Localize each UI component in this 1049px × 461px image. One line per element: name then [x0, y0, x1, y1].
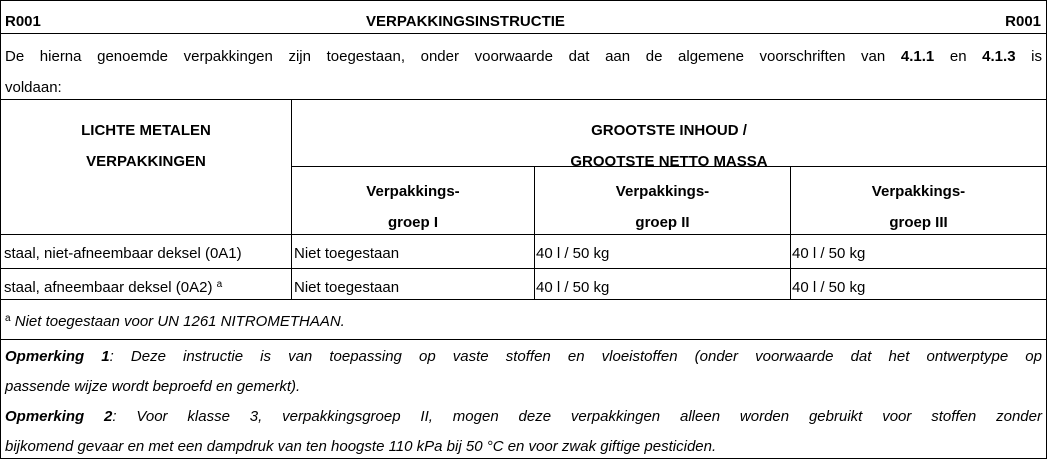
- instruction-code-right: R001: [1005, 13, 1041, 30]
- note-2-line-1: Opmerking 2: Voor klasse 3, verpakkingsgroep II, mogen deze verpakkingen alleen worden gebruikt voor stoffen zonder: [5, 408, 1042, 425]
- row-packaging-type: staal, niet-afneembaar deksel (0A1): [4, 245, 242, 262]
- row-group-3-value: 40 l / 50 kg: [792, 279, 866, 296]
- footnote-marker: a: [216, 279, 223, 290]
- sub-header-group-1: Verpakkings- groep I: [366, 183, 460, 231]
- row-group-1-value: Niet toegestaan: [294, 245, 400, 262]
- table-header: [1, 100, 1046, 235]
- note-1-line-2: passende wijze wordt beproefd en gemerkt).: [5, 378, 301, 395]
- col-header-line-1: LICHTE METALEN: [81, 122, 211, 139]
- instruction-title: VERPAKKINGSINSTRUCTIE: [366, 13, 565, 30]
- intro-ref-4-1-1: 4.1.1: [900, 48, 935, 65]
- group-header-capacity: [292, 115, 1046, 177]
- footnote-text: Niet toegestaan voor UN 1261 NITROMETHAAN.: [10, 313, 345, 330]
- col-header-packaging-type: [1, 115, 291, 177]
- footnote-row: [1, 300, 1046, 340]
- col-header-line-2: VERPAKKINGEN: [86, 153, 206, 170]
- intro-line-1: [5, 48, 1042, 65]
- note-1-line-1: Opmerking 1: Deze instructie is van toepassing op vaste stoffen en vloeistoffen (onder voorwaarde dat het ontwerptype op: [5, 348, 1042, 365]
- footnote-sup: a: [5, 313, 11, 324]
- row-group-2-value: 40 l / 50 kg: [536, 279, 610, 296]
- note-2-line-2: bijkomend gevaar en met een dampdruk van ten hoogste 110 kPa bij 50 °C en voor zwak giftige pesticiden.: [5, 438, 717, 455]
- notes-section: [1, 340, 1046, 460]
- row-group-3-value: 40 l / 50 kg: [792, 245, 866, 262]
- intro-row: [1, 34, 1046, 100]
- instruction-code-left: R001: [5, 13, 41, 30]
- row-group-1-value: Niet toegestaan: [294, 279, 400, 296]
- header-row: [1, 1, 1046, 34]
- intro-and: en: [934, 48, 983, 65]
- table-row: [1, 235, 1046, 269]
- sub-header-group-3: Verpakkings- groep III: [871, 183, 966, 231]
- intro-text: De hierna genoemde verpakkingen zijn toegestaan, onder voorwaarde dat aan de algemene voorschriften van: [5, 48, 901, 65]
- row-group-2-value: 40 l / 50 kg: [536, 245, 610, 262]
- sub-header-group-2: Verpakkings- groep II: [615, 183, 710, 231]
- group-header-line-1: GROOTSTE INHOUD /: [591, 122, 747, 139]
- row-packaging-type: staal, afneembaar deksel (0A2) $^a$: [4, 279, 223, 296]
- intro-is: is: [1015, 48, 1043, 65]
- intro-ref-4-1-3: 4.1.3: [982, 48, 1016, 65]
- intro-line-2: voldaan:: [5, 79, 62, 96]
- footnote: [5, 313, 345, 330]
- note-1-label: Opmerking 1: [5, 348, 110, 365]
- group-header-line-2: GROOTSTE NETTO MASSA: [570, 153, 768, 170]
- note-2-label: Opmerking 2: [5, 408, 113, 425]
- table-row: [1, 269, 1046, 300]
